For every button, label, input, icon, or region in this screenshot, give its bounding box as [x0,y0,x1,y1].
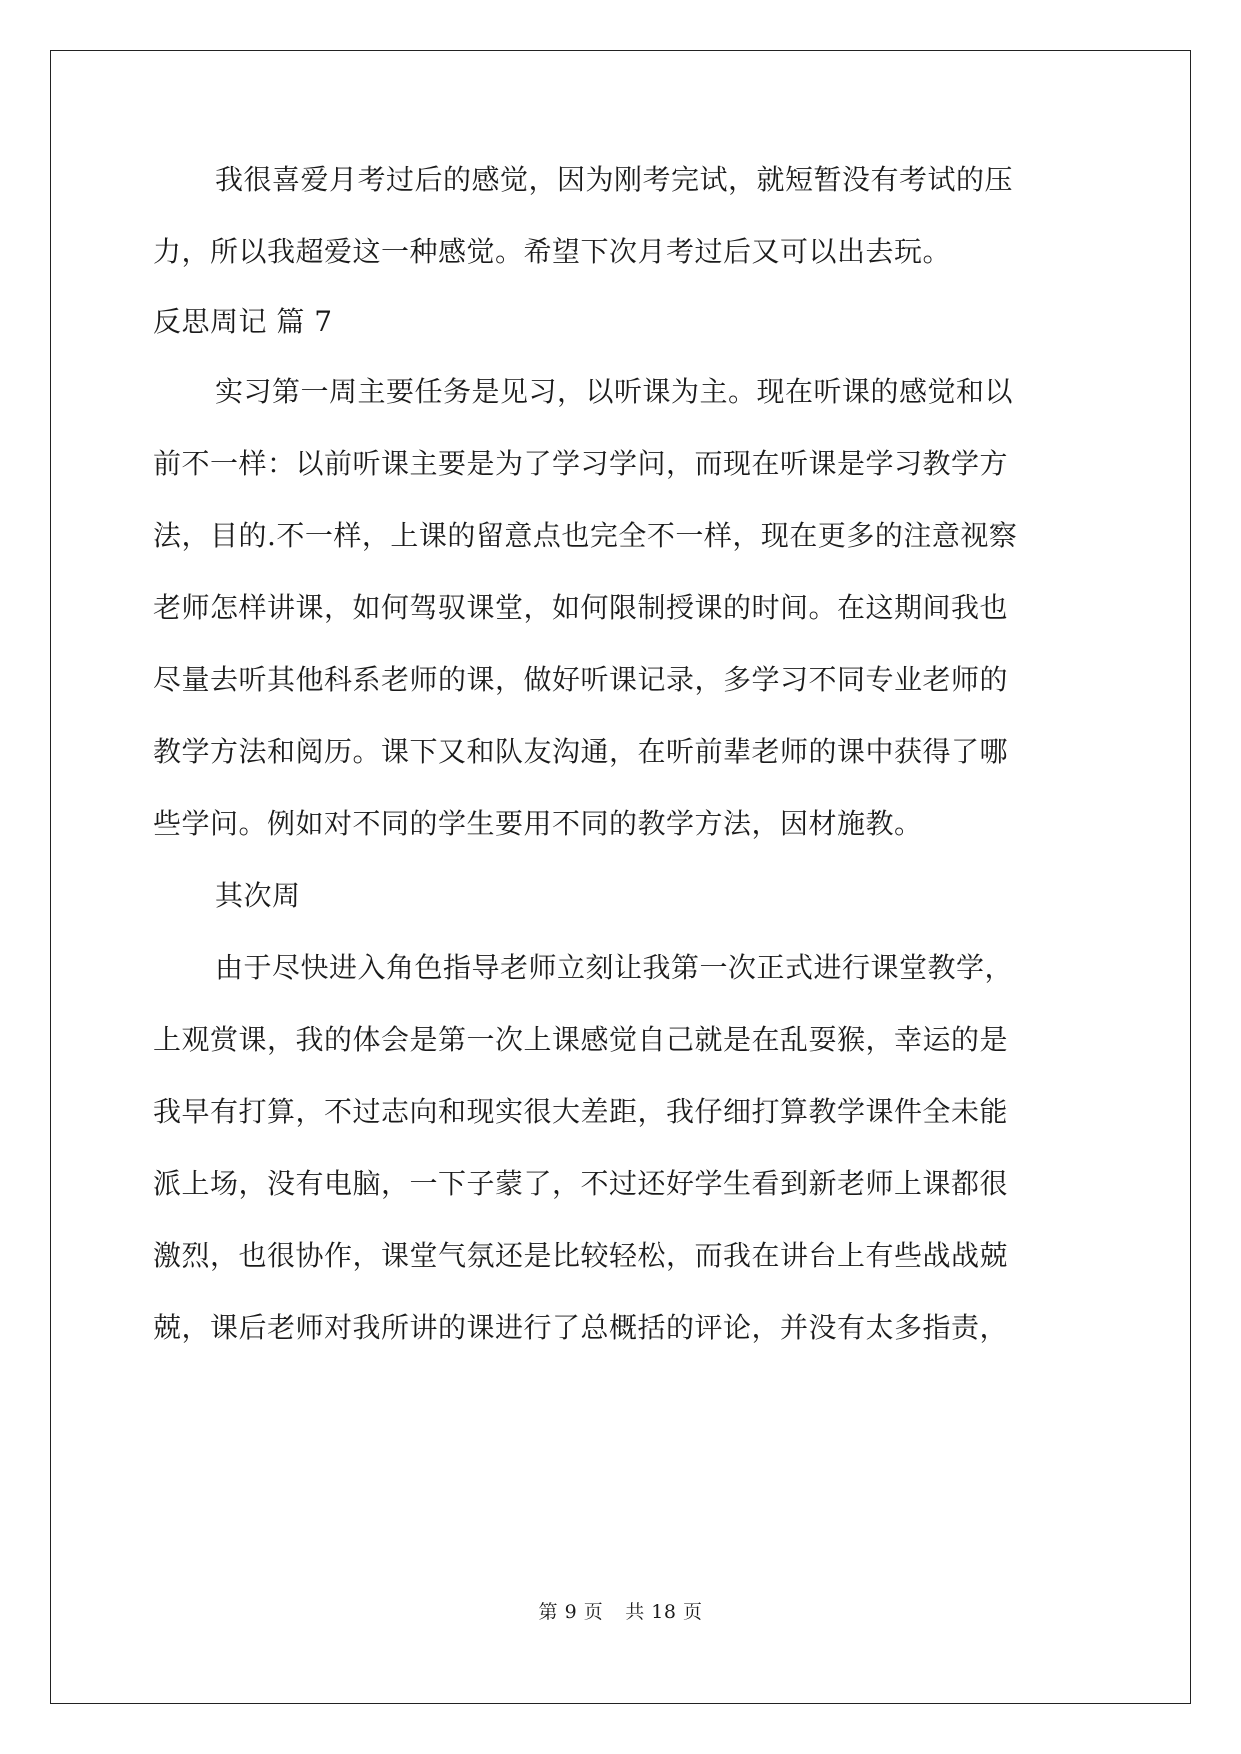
paragraph-3-line-2: 上观赏课，我的体会是第一次上课感觉自己就是在乱耍猴，幸运的是 [153,1023,1009,1056]
page-footer [0,1598,1241,1626]
subheading: 其次周 [215,879,301,912]
paragraph-1-line-1: 我很喜爱月考过后的感觉，因为刚考完试，就短暂没有考试的压 [215,163,1014,196]
paragraph-2-line-1: 实习第一周主要任务是见习，以听课为主。现在听课的感觉和以 [215,375,1014,408]
paragraph-1-line-2: 力，所以我超爱这一种感觉。希望下次月考过后又可以出去玩。 [153,235,952,268]
paragraph-2-line-7: 些学问。例如对不同的学生要用不同的教学方法，因材施教。 [153,807,923,840]
paragraph-3-line-3: 我早有打算，不过志向和现实很大差距，我仔细打算教学课件全未能 [153,1095,1009,1128]
section-heading: 反思周记 篇 7 [153,305,333,338]
paragraph-2-line-3: 法，目的.不一样，上课的留意点也完全不一样，现在更多的注意视察 [153,519,1018,552]
paragraph-3-line-5: 激烈，也很协作，课堂气氛还是比较轻松，而我在讲台上有些战战兢 [153,1239,1009,1272]
paragraph-3-line-6: 兢，课后老师对我所讲的课进行了总概括的评论，并没有太多指责， [153,1311,1009,1344]
paragraph-2-line-2: 前不一样：以前听课主要是为了学习学问，而现在听课是学习教学方 [153,447,1009,480]
paragraph-3-line-1: 由于尽快进入角色指导老师立刻让我第一次正式进行课堂教学， [215,951,1014,984]
paragraph-3-line-4: 派上场，没有电脑，一下子蒙了，不过还好学生看到新老师上课都很 [153,1167,1009,1200]
paragraph-2-line-6: 教学方法和阅历。课下又和队友沟通，在听前辈老师的课中获得了哪 [153,735,1009,768]
paragraph-2-line-5: 尽量去听其他科系老师的课，做好听课记录，多学习不同专业老师的 [153,663,1009,696]
page-number-current: 第 9 页 [538,1601,604,1623]
paragraph-2-line-4: 老师怎样讲课，如何驾驭课堂，如何限制授课的时间。在这期间我也 [153,591,1009,624]
page-number-total: 共 18 页 [625,1601,703,1623]
